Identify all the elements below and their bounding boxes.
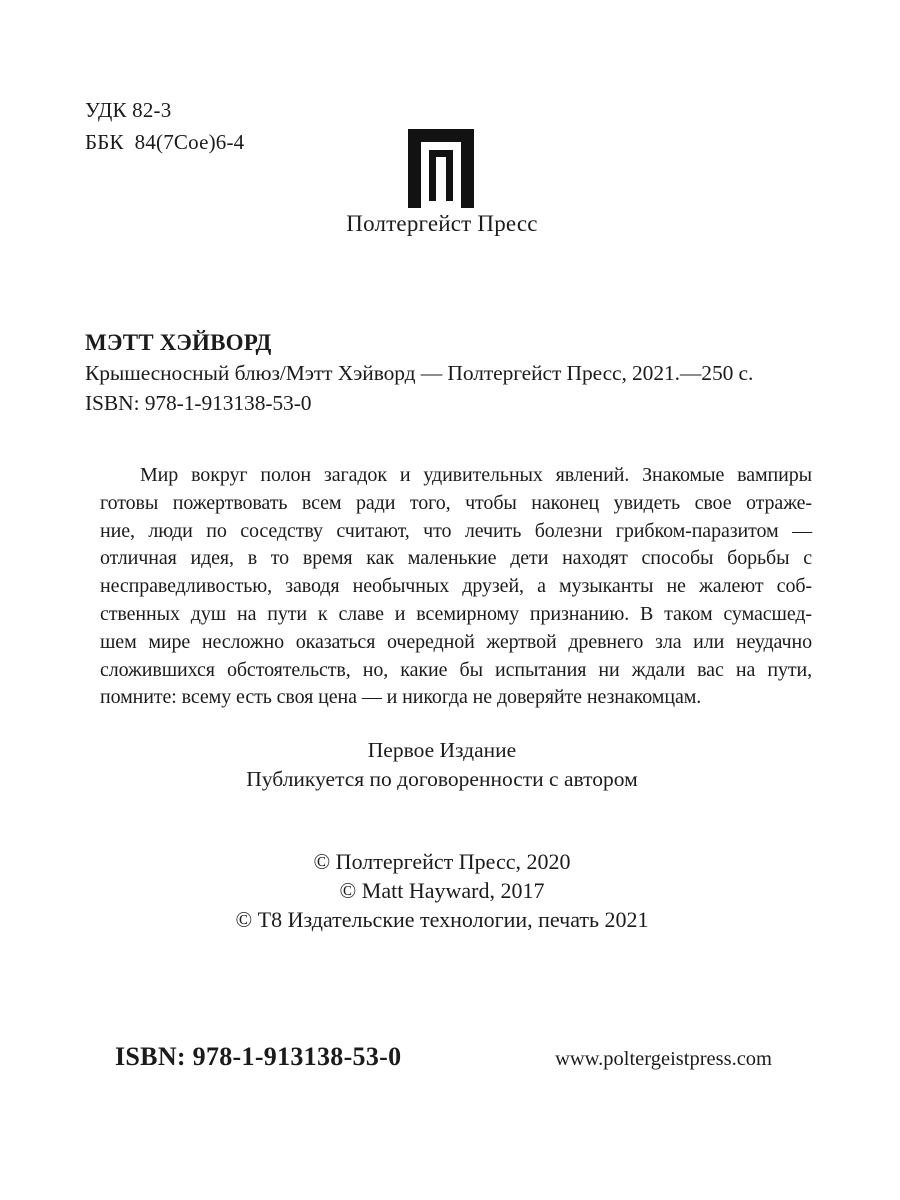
copyright-line: © Полтергейст Пресс, 2020 (313, 849, 571, 874)
isbn-line: ISBN: 978-1-913138-53-0 (85, 391, 312, 415)
copyright-line: © Т8 Издательские технологии, печать 2021 (235, 906, 649, 932)
footer-website: www.poltergeistpress.com (555, 1048, 772, 1070)
annotation-line: помните: всему есть своя цена — и никогда не доверяйте незнакомцам. (100, 686, 702, 709)
annotation-line: готовы пожертвовать всем ради того, чтобы наконец увидеть свое отраже- (100, 491, 812, 514)
footer-isbn: ISBN: 978-1-913138-53-0 (115, 1042, 402, 1071)
copyright-line: © Matt Hayward, 2017 (339, 877, 545, 903)
footer-row (115, 1042, 772, 1072)
annotation-line: шем мире несложно оказаться очередной жертвой древнего зла или неудачно (100, 630, 812, 653)
author-name: МЭТТ ХЭЙВОРД (85, 330, 272, 355)
annotation-line: сложившихся обстоятельств, но, какие бы испытания ни ждали вас на пути, (100, 658, 812, 681)
udk-code: УДК 82-3 (85, 98, 172, 122)
annotation-line: Мир вокруг полон загадок и удивительных явлений. Знакомые вампиры (140, 464, 812, 486)
catalog-entry: Крышесносный блюз/Мэтт Хэйворд — Полтергейст Пресс, 2021.—250 с. (85, 361, 754, 385)
bibliographic-heading (85, 328, 753, 418)
copyright-block (0, 848, 884, 934)
publisher-logo-icon (408, 129, 474, 208)
annotation-paragraph (100, 462, 812, 712)
catalog-codes (85, 94, 244, 158)
publisher-name: Полтергейст Пресс (346, 211, 538, 236)
annotation-line: ственных душ на пути к славе и всемирному признанию. В таком сумасшед- (100, 602, 812, 625)
annotation-line: отличная идея, в то время как маленькие дети находят способы борьбы с (100, 547, 812, 570)
edition-line: Первое Издание (367, 738, 517, 762)
agreement-line: Публикуется по договоренности с автором (246, 766, 638, 791)
publisher-logo-inner-shape (429, 150, 453, 201)
edition-notice (0, 736, 884, 793)
annotation-line: ние, люди по соседству считают, что лечить болезни грибком-паразитом — (100, 519, 812, 542)
annotation-line: несправедливостью, заводя необычных друзей, а музыканты не жалеют соб- (100, 575, 812, 598)
bbk-code: ББК 84(7Сое)6-4 (85, 130, 245, 154)
